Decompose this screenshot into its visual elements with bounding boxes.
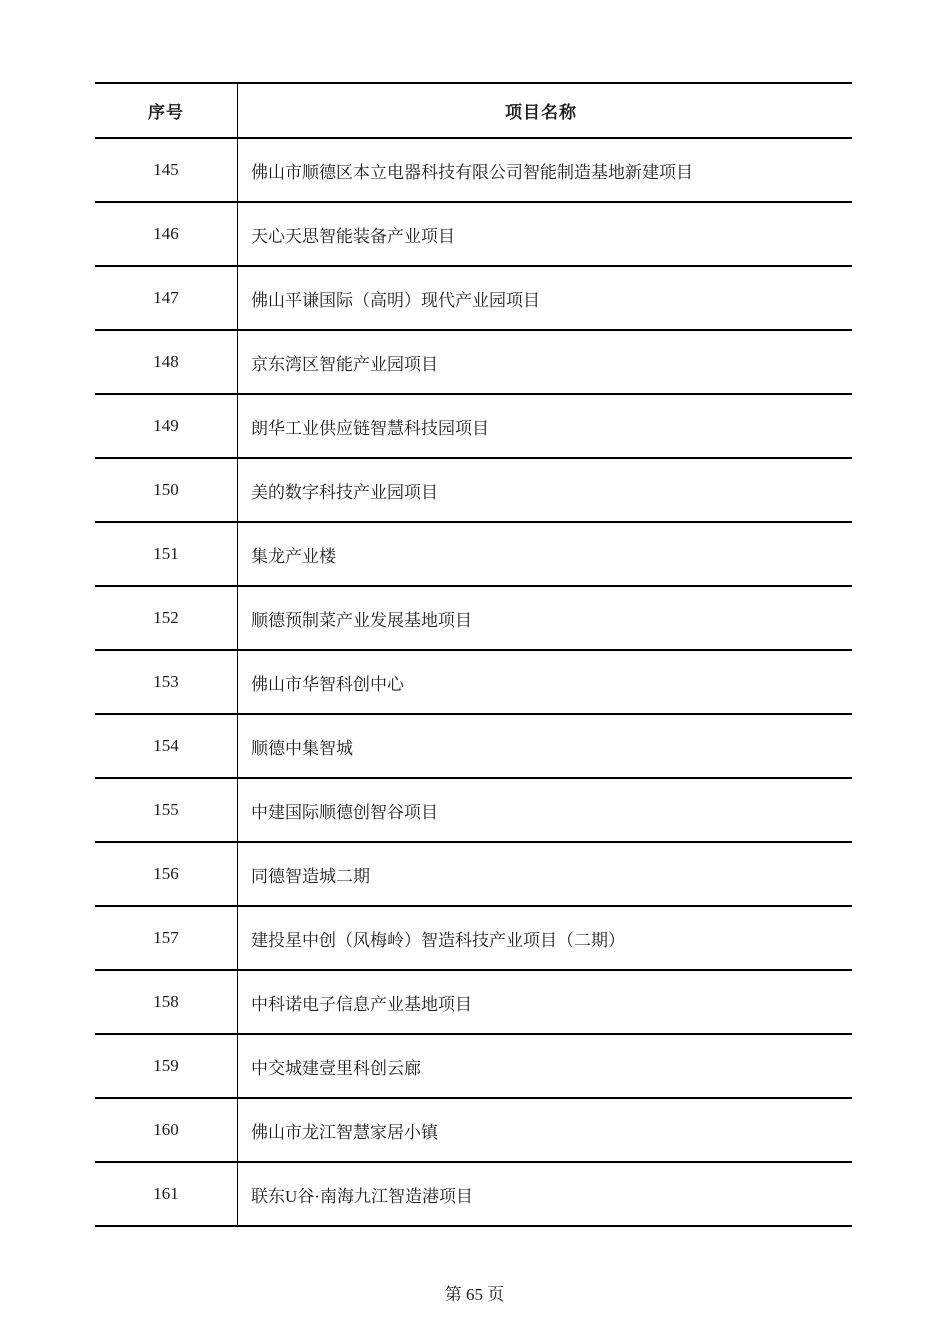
cell-serial-number: 150 [95,458,238,522]
table-row [95,1162,852,1226]
table-body [95,138,852,1226]
cell-serial-number: 153 [95,650,238,714]
cell-serial-number: 155 [95,778,238,842]
table-header [95,83,852,138]
table-row [95,650,852,714]
cell-project-name: 佛山市顺德区本立电器科技有限公司智能制造基地新建项目 [238,138,853,202]
header-serial-number: 序号 [95,83,238,138]
cell-project-name: 建投星中创（风梅岭）智造科技产业项目（二期） [238,906,853,970]
table-row [95,778,852,842]
cell-project-name: 佛山市龙江智慧家居小镇 [238,1098,853,1162]
table-row [95,394,852,458]
cell-project-name: 京东湾区智能产业园项目 [238,330,853,394]
cell-serial-number: 159 [95,1034,238,1098]
table-row [95,202,852,266]
cell-project-name: 顺德预制菜产业发展基地项目 [238,586,853,650]
cell-project-name: 同德智造城二期 [238,842,853,906]
cell-serial-number: 154 [95,714,238,778]
cell-project-name: 联东U谷·南海九江智造港项目 [238,1162,853,1226]
cell-serial-number: 145 [95,138,238,202]
table-row [95,1034,852,1098]
table-row [95,330,852,394]
header-row [95,83,852,138]
cell-serial-number: 147 [95,266,238,330]
cell-project-name: 美的数字科技产业园项目 [238,458,853,522]
cell-project-name: 天心天思智能装备产业项目 [238,202,853,266]
table-row [95,714,852,778]
header-project-name: 项目名称 [238,83,853,138]
table-row [95,522,852,586]
table-row [95,970,852,1034]
cell-serial-number: 148 [95,330,238,394]
table-row [95,138,852,202]
cell-project-name: 中科诺电子信息产业基地项目 [238,970,853,1034]
cell-project-name: 佛山平谦国际（高明）现代产业园项目 [238,266,853,330]
cell-serial-number: 158 [95,970,238,1034]
cell-project-name: 朗华工业供应链智慧科技园项目 [238,394,853,458]
table-row [95,458,852,522]
table-row [95,906,852,970]
project-table [95,82,852,1227]
cell-project-name: 中交城建壹里科创云廊 [238,1034,853,1098]
table-row [95,1098,852,1162]
cell-project-name: 顺德中集智城 [238,714,853,778]
cell-serial-number: 156 [95,842,238,906]
table-row [95,586,852,650]
cell-project-name: 佛山市华智科创中心 [238,650,853,714]
cell-project-name: 集龙产业楼 [238,522,853,586]
table-row [95,266,852,330]
cell-serial-number: 149 [95,394,238,458]
cell-serial-number: 157 [95,906,238,970]
cell-serial-number: 161 [95,1162,238,1226]
cell-serial-number: 160 [95,1098,238,1162]
cell-serial-number: 151 [95,522,238,586]
table-row [95,842,852,906]
cell-serial-number: 146 [95,202,238,266]
cell-serial-number: 152 [95,586,238,650]
cell-project-name: 中建国际顺德创智谷项目 [238,778,853,842]
page-number: 第 65 页 [444,1285,505,1304]
